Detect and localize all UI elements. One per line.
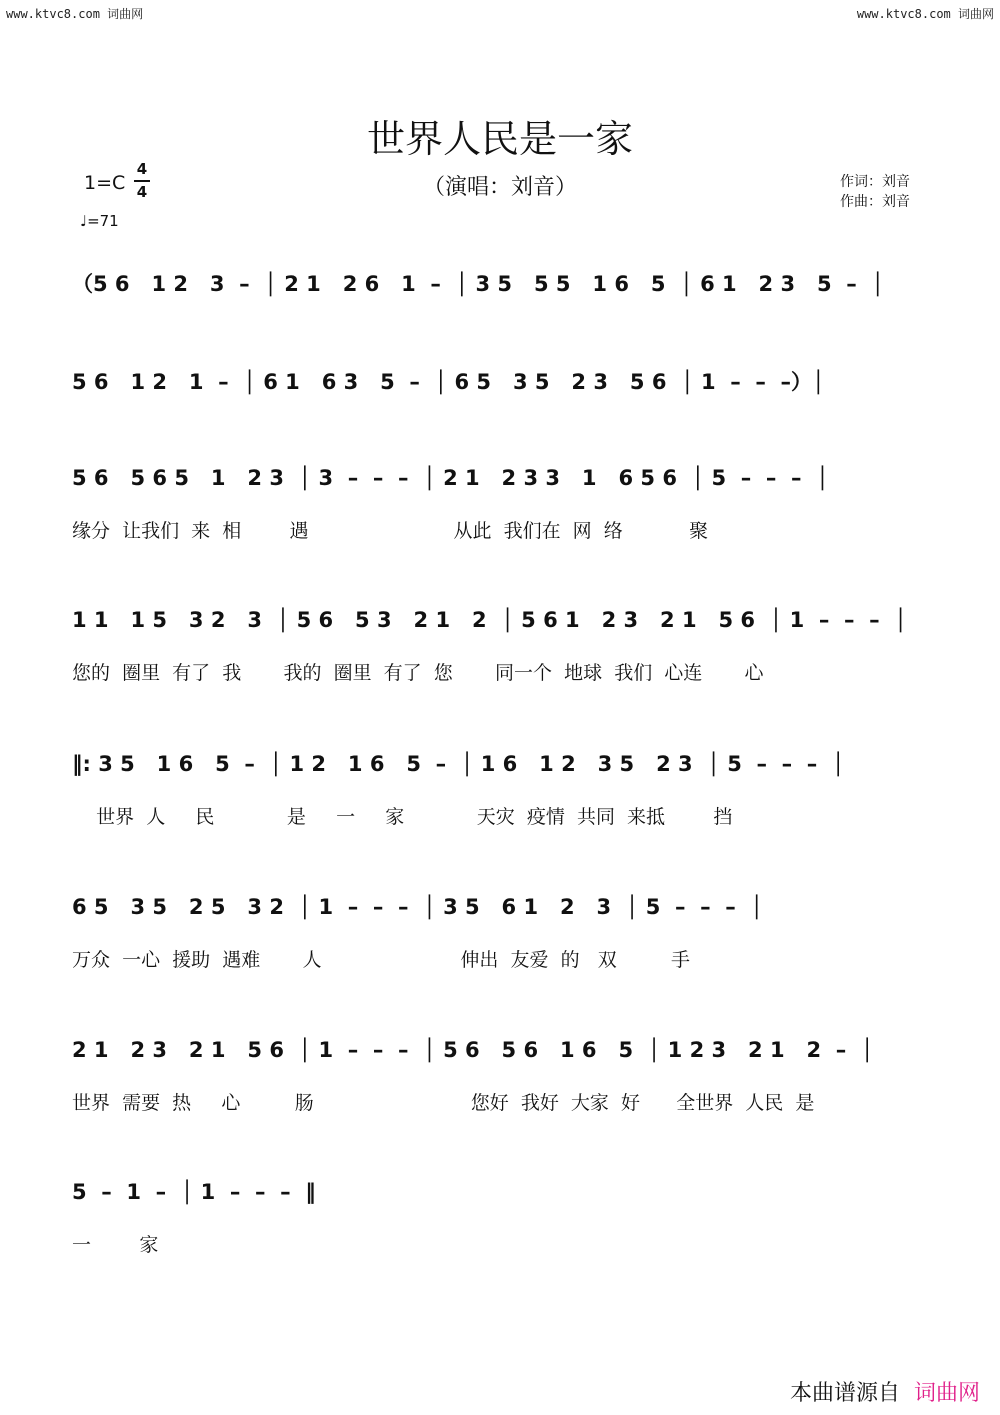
tempo-marking: ♩=71 (80, 212, 119, 230)
lyricist-credit: 作词：刘音 (840, 174, 910, 190)
notation-row: 1 1 1 5 3 2 3 │ 5 6 5 3 2 1 2 │ 5 6 1 2 3 2 1 5 6 │ 1 – – – │ (72, 608, 907, 632)
credits (840, 172, 910, 212)
watermark-right: www.ktvc8.com 词曲网 (856, 7, 994, 21)
notation-row: 5 6 1 2 1 – │ 6 1 6 3 5 – │ 6 5 3 5 2 3 5 6 │ 1 – – –）│ (72, 370, 825, 394)
key-signature: 1=C (84, 172, 126, 194)
watermark-left: www.ktvc8.com 词曲网 (6, 7, 144, 21)
lyrics-row: 世界 人 民 是 一 家 天灾 疫情 共同 来抵 挡 (72, 806, 733, 828)
time-signature (134, 160, 150, 202)
lyrics-row: 您的 圈里 有了 我 我的 圈里 有了 您 同一个 地球 我们 心连 心 (72, 662, 764, 684)
time-signature-bar (134, 180, 150, 182)
song-title: 世界人民是一家 (366, 117, 633, 161)
notation-row: 5 – 1 – │ 1 – – – ‖ (72, 1180, 316, 1204)
footer-source: 本曲谱源自 (789, 1381, 900, 1406)
footer-brand: 词曲网 (913, 1381, 980, 1406)
time-signature-bottom: 4 (136, 182, 148, 201)
time-signature-top: 4 (136, 160, 148, 178)
lyrics-row: 万众 一心 援助 遇难 人 伸出 友爱 的 双 手 (72, 949, 691, 971)
notation-row: 5 6 5 6 5 1 2 3 │ 3 – – – │ 2 1 2 3 3 1 6 5 6 │ 5 – – – │ (72, 466, 829, 490)
notation-row: （5 6 1 2 3 – │ 2 1 2 6 1 – │ 3 5 5 5 1 6 5 │ 6 1 2 3 5 – │ (72, 272, 885, 296)
notation-row: 2 1 2 3 2 1 5 6 │ 1 – – – │ 5 6 5 6 1 6 5 │ 1 2 3 2 1 2 – │ (72, 1038, 874, 1062)
footer (790, 1376, 980, 1407)
notation-row: ‖: 3 5 1 6 5 – │ 1 2 1 6 5 – │ 1 6 1 2 3 5 2 3 │ 5 – – – │ (72, 752, 845, 776)
lyrics-row: 一 家 (72, 1234, 159, 1256)
singer-credit: （演唱：刘音） (422, 175, 577, 200)
lyrics-row: 世界 需要 热 心 肠 您好 我好 大家 好 全世界 人民 是 (72, 1092, 815, 1114)
notation-row: 6 5 3 5 2 5 3 2 │ 1 – – – │ 3 5 6 1 2 3 │ 5 – – – │ (72, 895, 763, 919)
composer-credit: 作曲：刘音 (840, 194, 910, 210)
lyrics-row: 缘分 让我们 来 相 遇 从此 我们在 网 络 聚 (72, 520, 709, 542)
